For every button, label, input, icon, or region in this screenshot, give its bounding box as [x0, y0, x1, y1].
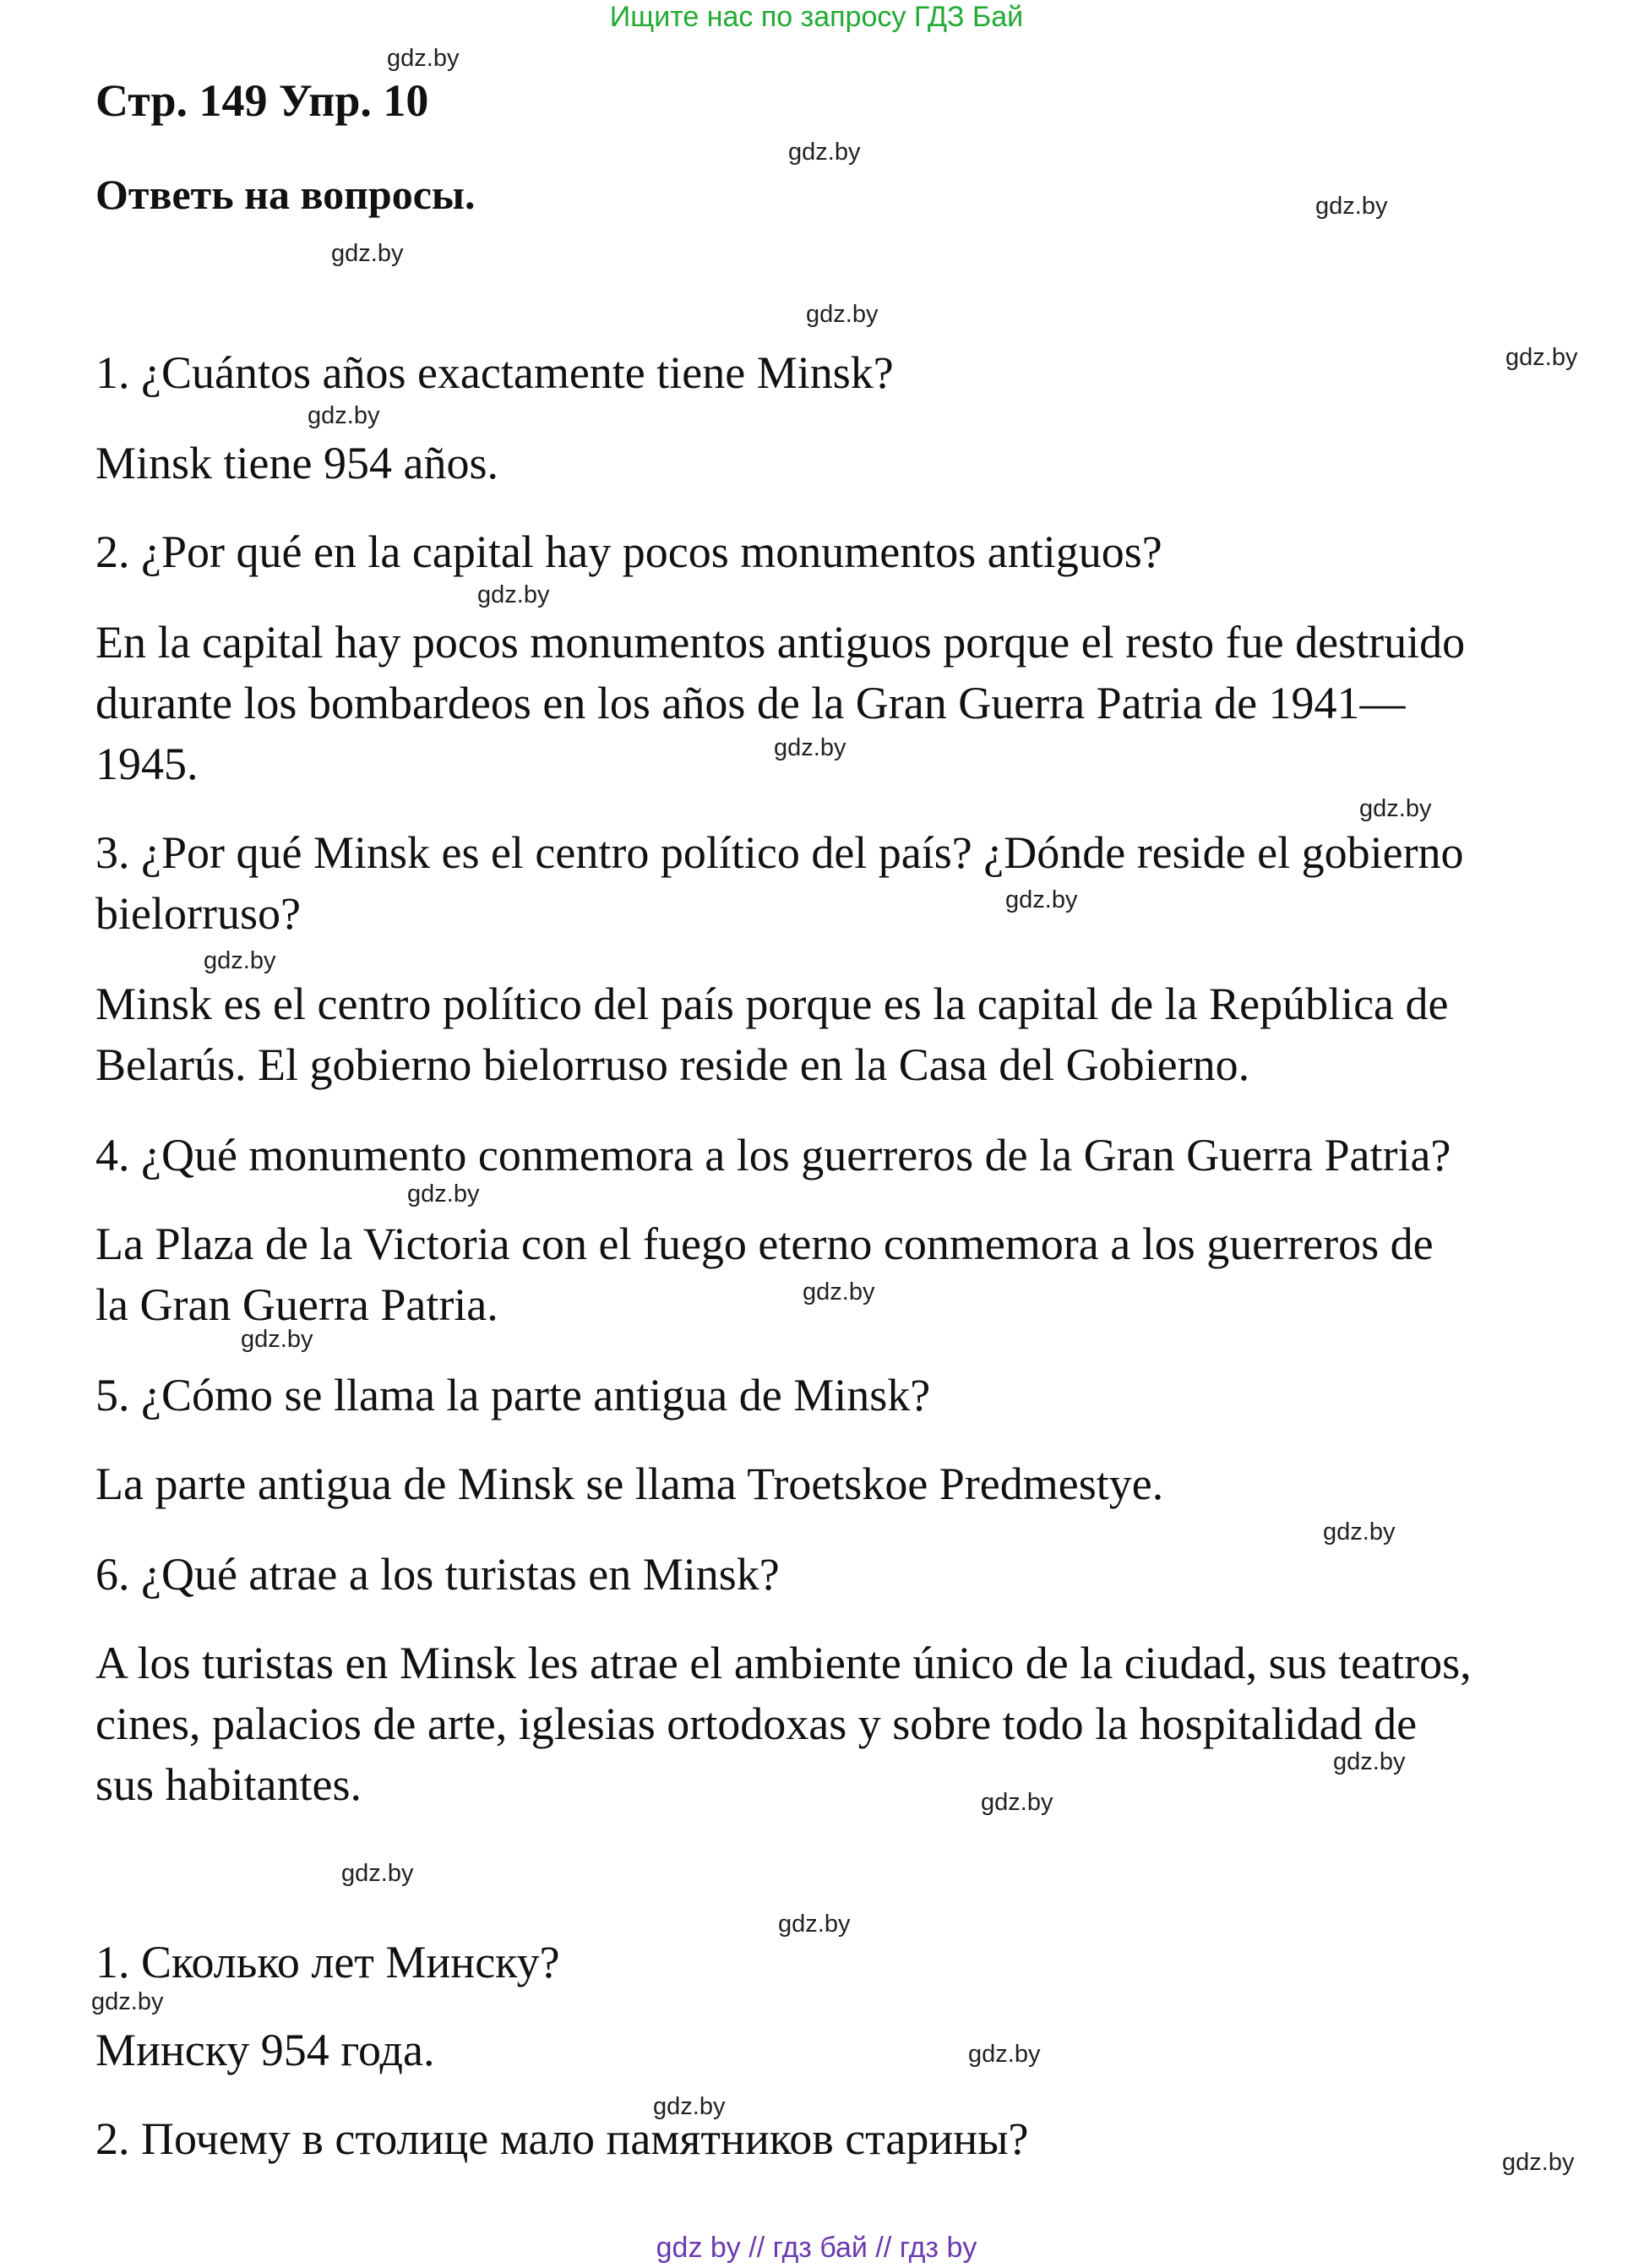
- answer-6-line-1: A los turistas en Minsk les atrae el ambiente único de la ciudad, sus teatros,: [95, 1638, 1472, 1688]
- footer-links[interactable]: gdz by // гдз бай // гдз by: [656, 2232, 977, 2264]
- exercise-instruction: Ответь на вопросы.: [95, 171, 476, 218]
- watermark: gdz.by: [1359, 795, 1432, 822]
- answer-3-line-2: Belarús. El gobierno bielorruso reside en la Casa del Gobierno.: [95, 1039, 1250, 1090]
- question-3-line-1: 3. ¿Por qué Minsk es el centro político del país? ¿Dónde reside el gobierno: [95, 827, 1464, 878]
- watermark: gdz.by: [241, 1326, 313, 1353]
- answer-2-line-3: 1945.: [95, 739, 199, 789]
- answer-2-line-1: En la capital hay pocos monumentos antiguos porque el resto fue destruido: [95, 617, 1466, 668]
- watermark: gdz.by: [774, 734, 846, 761]
- watermark: gdz.by: [803, 1278, 875, 1306]
- watermark: gdz.by: [806, 301, 879, 328]
- watermark: gdz.by: [477, 581, 550, 608]
- answer-3-line-1: Minsk es el centro político del país porque es la capital de la República de: [95, 979, 1449, 1029]
- question-5: 5. ¿Cómo se llama la parte antigua de Minsk?: [95, 1370, 931, 1420]
- watermark: gdz.by: [341, 1860, 414, 1887]
- answer-6-line-2: cines, palacios de arte, iglesias ortodoxas y sobre todo la hospitalidad de: [95, 1698, 1418, 1749]
- watermark: gdz.by: [981, 1789, 1053, 1816]
- answer-5: La parte antigua de Minsk se llama Troetskoe Predmestye.: [95, 1458, 1164, 1509]
- answer-4-line-1: La Plaza de la Victoria con el fuego eterno conmemora a los guerreros de: [95, 1219, 1434, 1269]
- watermark: gdz.by: [308, 402, 380, 429]
- watermark: gdz.by: [1505, 344, 1578, 371]
- page-title: Стр. 149 Упр. 10: [95, 75, 429, 126]
- question-2: 2. ¿Por qué en la capital hay pocos monumentos antiguos?: [95, 526, 1162, 577]
- watermark: gdz.by: [91, 1988, 164, 2015]
- answer-4-line-2: la Gran Guerra Patria.: [95, 1279, 498, 1330]
- watermark: gdz.by: [968, 2041, 1041, 2068]
- watermark: gdz.by: [204, 947, 276, 974]
- watermark: gdz.by: [1502, 2149, 1575, 2176]
- answer-6-line-3: sus habitantes.: [95, 1759, 362, 1810]
- question-3-line-2: bielorruso?: [95, 888, 301, 939]
- answer-1: Minsk tiene 954 años.: [95, 438, 498, 488]
- translation-question-1: 1. Сколько лет Минску?: [95, 1937, 560, 1987]
- watermark: gdz.by: [1005, 886, 1078, 913]
- watermark: gdz.by: [1315, 193, 1388, 220]
- watermark: gdz.by: [778, 1911, 851, 1938]
- answer-2-line-2: durante los bombardeos en los años de la Gran Guerra Patria de 1941—: [95, 678, 1406, 728]
- question-1: 1. ¿Cuántos años exactamente tiene Minsk?: [95, 347, 894, 398]
- watermark: gdz.by: [407, 1180, 480, 1208]
- watermark: gdz.by: [1323, 1518, 1396, 1546]
- top-banner[interactable]: Ищите нас по запросу ГДЗ Бай: [609, 1, 1024, 33]
- watermark: gdz.by: [653, 2093, 726, 2120]
- question-6: 6. ¿Qué atrae a los turistas en Minsk?: [95, 1549, 780, 1600]
- translation-question-2: 2. Почему в столице мало памятников старины?: [95, 2113, 1029, 2164]
- watermark: gdz.by: [387, 45, 460, 72]
- watermark: gdz.by: [331, 240, 404, 267]
- translation-answer-1: Минску 954 года.: [95, 2025, 435, 2075]
- watermark: gdz.by: [1333, 1748, 1406, 1775]
- watermark: gdz.by: [788, 139, 861, 166]
- question-4: 4. ¿Qué monumento conmemora a los guerreros de la Gran Guerra Patria?: [95, 1130, 1451, 1180]
